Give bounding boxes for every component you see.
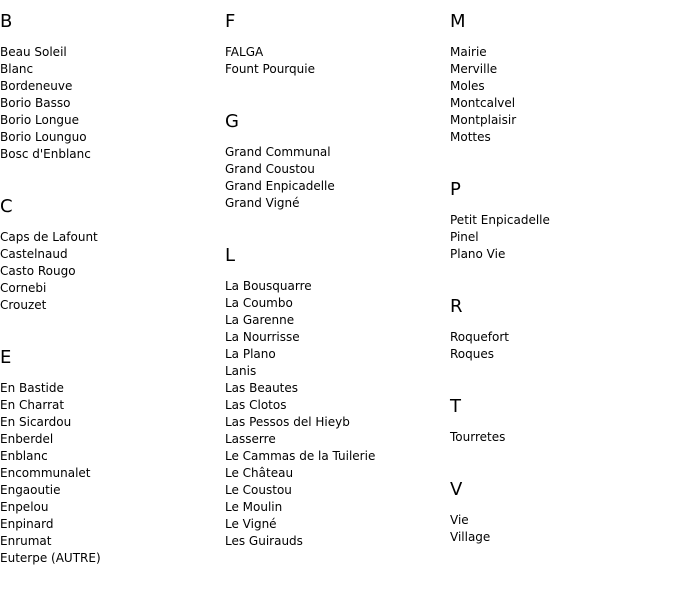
place-link[interactable]: Mairie [450, 45, 487, 59]
place-link[interactable]: Las Beautes [225, 381, 299, 395]
group-t [450, 385, 670, 446]
group-p-list [450, 212, 670, 263]
place-link[interactable]: Fount Pourquie [225, 62, 315, 76]
group-letter-g: G [225, 111, 239, 132]
place-link[interactable]: La Plano [225, 347, 276, 361]
place-link[interactable]: La Bousquarre [225, 279, 312, 293]
place-link[interactable]: Beau Soleil [0, 45, 67, 59]
group-letter-c: C [0, 196, 13, 217]
place-link[interactable]: Borio Lounguo [0, 130, 87, 144]
place-link[interactable]: Caps de Lafount [0, 230, 98, 244]
place-link[interactable]: Casto Rougo [0, 264, 76, 278]
group-letter-r: R [450, 296, 463, 317]
group-c [0, 185, 220, 314]
index-column-2 [225, 0, 445, 572]
place-link[interactable]: Grand Vigné [225, 196, 300, 210]
place-link[interactable]: Montcalvel [450, 96, 516, 110]
group-f [225, 0, 445, 78]
place-link[interactable]: En Charrat [0, 398, 65, 412]
place-link[interactable]: En Bastide [0, 381, 64, 395]
place-link[interactable]: Engaoutie [0, 483, 61, 497]
group-p [450, 168, 670, 263]
place-link[interactable]: Crouzet [0, 298, 47, 312]
group-m [450, 0, 670, 146]
place-link[interactable]: Moles [450, 79, 485, 93]
place-link[interactable]: Plano Vie [450, 247, 506, 261]
group-letter-e: E [0, 347, 12, 368]
place-link[interactable]: Enrumat [0, 534, 52, 548]
place-link[interactable]: Enblanc [0, 449, 48, 463]
place-link[interactable]: Montplaisir [450, 113, 517, 127]
place-link[interactable]: Euterpe (AUTRE) [0, 551, 101, 565]
place-link[interactable]: Vie [450, 513, 469, 527]
group-t-list [450, 429, 670, 446]
place-link[interactable]: Lanis [225, 364, 257, 378]
place-link[interactable]: Petit Enpicadelle [450, 213, 550, 227]
place-link[interactable]: Borio Longue [0, 113, 80, 127]
group-g [225, 100, 445, 212]
group-letter-p: P [450, 179, 461, 200]
place-link[interactable]: La Garenne [225, 313, 295, 327]
place-link[interactable]: Le Château [225, 466, 294, 480]
group-letter-f: F [225, 11, 236, 32]
place-link[interactable]: FALGA [225, 45, 264, 59]
place-link[interactable]: Le Moulin [225, 500, 283, 514]
place-link[interactable]: Merville [450, 62, 498, 76]
group-letter-t: T [450, 396, 461, 417]
group-r-list [450, 329, 670, 363]
place-link[interactable]: Lasserre [225, 432, 276, 446]
place-link[interactable]: Roques [450, 347, 494, 361]
group-f-list [225, 44, 445, 78]
group-r [450, 285, 670, 363]
place-link[interactable]: La Nourrisse [225, 330, 300, 344]
place-link[interactable]: En Sicardou [0, 415, 72, 429]
place-link[interactable]: Les Guirauds [225, 534, 303, 548]
group-v [450, 468, 670, 546]
place-link[interactable]: Borio Basso [0, 96, 71, 110]
place-link[interactable]: Enpinard [0, 517, 54, 531]
place-link[interactable]: Las Pessos del Hieyb [225, 415, 350, 429]
group-g-list [225, 144, 445, 212]
place-link[interactable]: Grand Coustou [225, 162, 315, 176]
place-link[interactable]: Le Vigné [225, 517, 277, 531]
place-link[interactable]: Grand Enpicadelle [225, 179, 335, 193]
group-b [0, 0, 220, 163]
group-e-list [0, 380, 220, 567]
place-link[interactable]: Encommunalet [0, 466, 91, 480]
group-letter-l: L [225, 245, 236, 266]
group-letter-v: V [450, 479, 463, 500]
place-link[interactable]: Le Cammas de la Tuilerie [225, 449, 376, 463]
group-b-list [0, 44, 220, 163]
place-link[interactable]: Blanc [0, 62, 34, 76]
place-link[interactable]: Enberdel [0, 432, 54, 446]
place-link[interactable]: Las Clotos [225, 398, 287, 412]
index-column-1 [0, 0, 220, 589]
place-link[interactable]: Pinel [450, 230, 479, 244]
place-link[interactable]: Mottes [450, 130, 491, 144]
group-l-list [225, 278, 445, 550]
group-v-list [450, 512, 670, 546]
place-link[interactable]: Roquefort [450, 330, 509, 344]
group-e [0, 336, 220, 567]
group-m-list [450, 44, 670, 146]
place-link[interactable]: Cornebi [0, 281, 47, 295]
place-link[interactable]: Tourretes [450, 430, 506, 444]
group-l [225, 234, 445, 550]
place-link[interactable]: Bordeneuve [0, 79, 73, 93]
group-c-list [0, 229, 220, 314]
place-link[interactable]: Le Coustou [225, 483, 292, 497]
place-link[interactable]: La Coumbo [225, 296, 293, 310]
place-link[interactable]: Village [450, 530, 491, 544]
place-link[interactable]: Castelnaud [0, 247, 68, 261]
index-column-3 [450, 0, 670, 568]
place-link[interactable]: Bosc d'Enblanc [0, 147, 91, 161]
group-letter-b: B [0, 11, 13, 32]
place-link[interactable]: Enpelou [0, 500, 49, 514]
group-letter-m: M [450, 11, 466, 32]
place-link[interactable]: Grand Communal [225, 145, 331, 159]
